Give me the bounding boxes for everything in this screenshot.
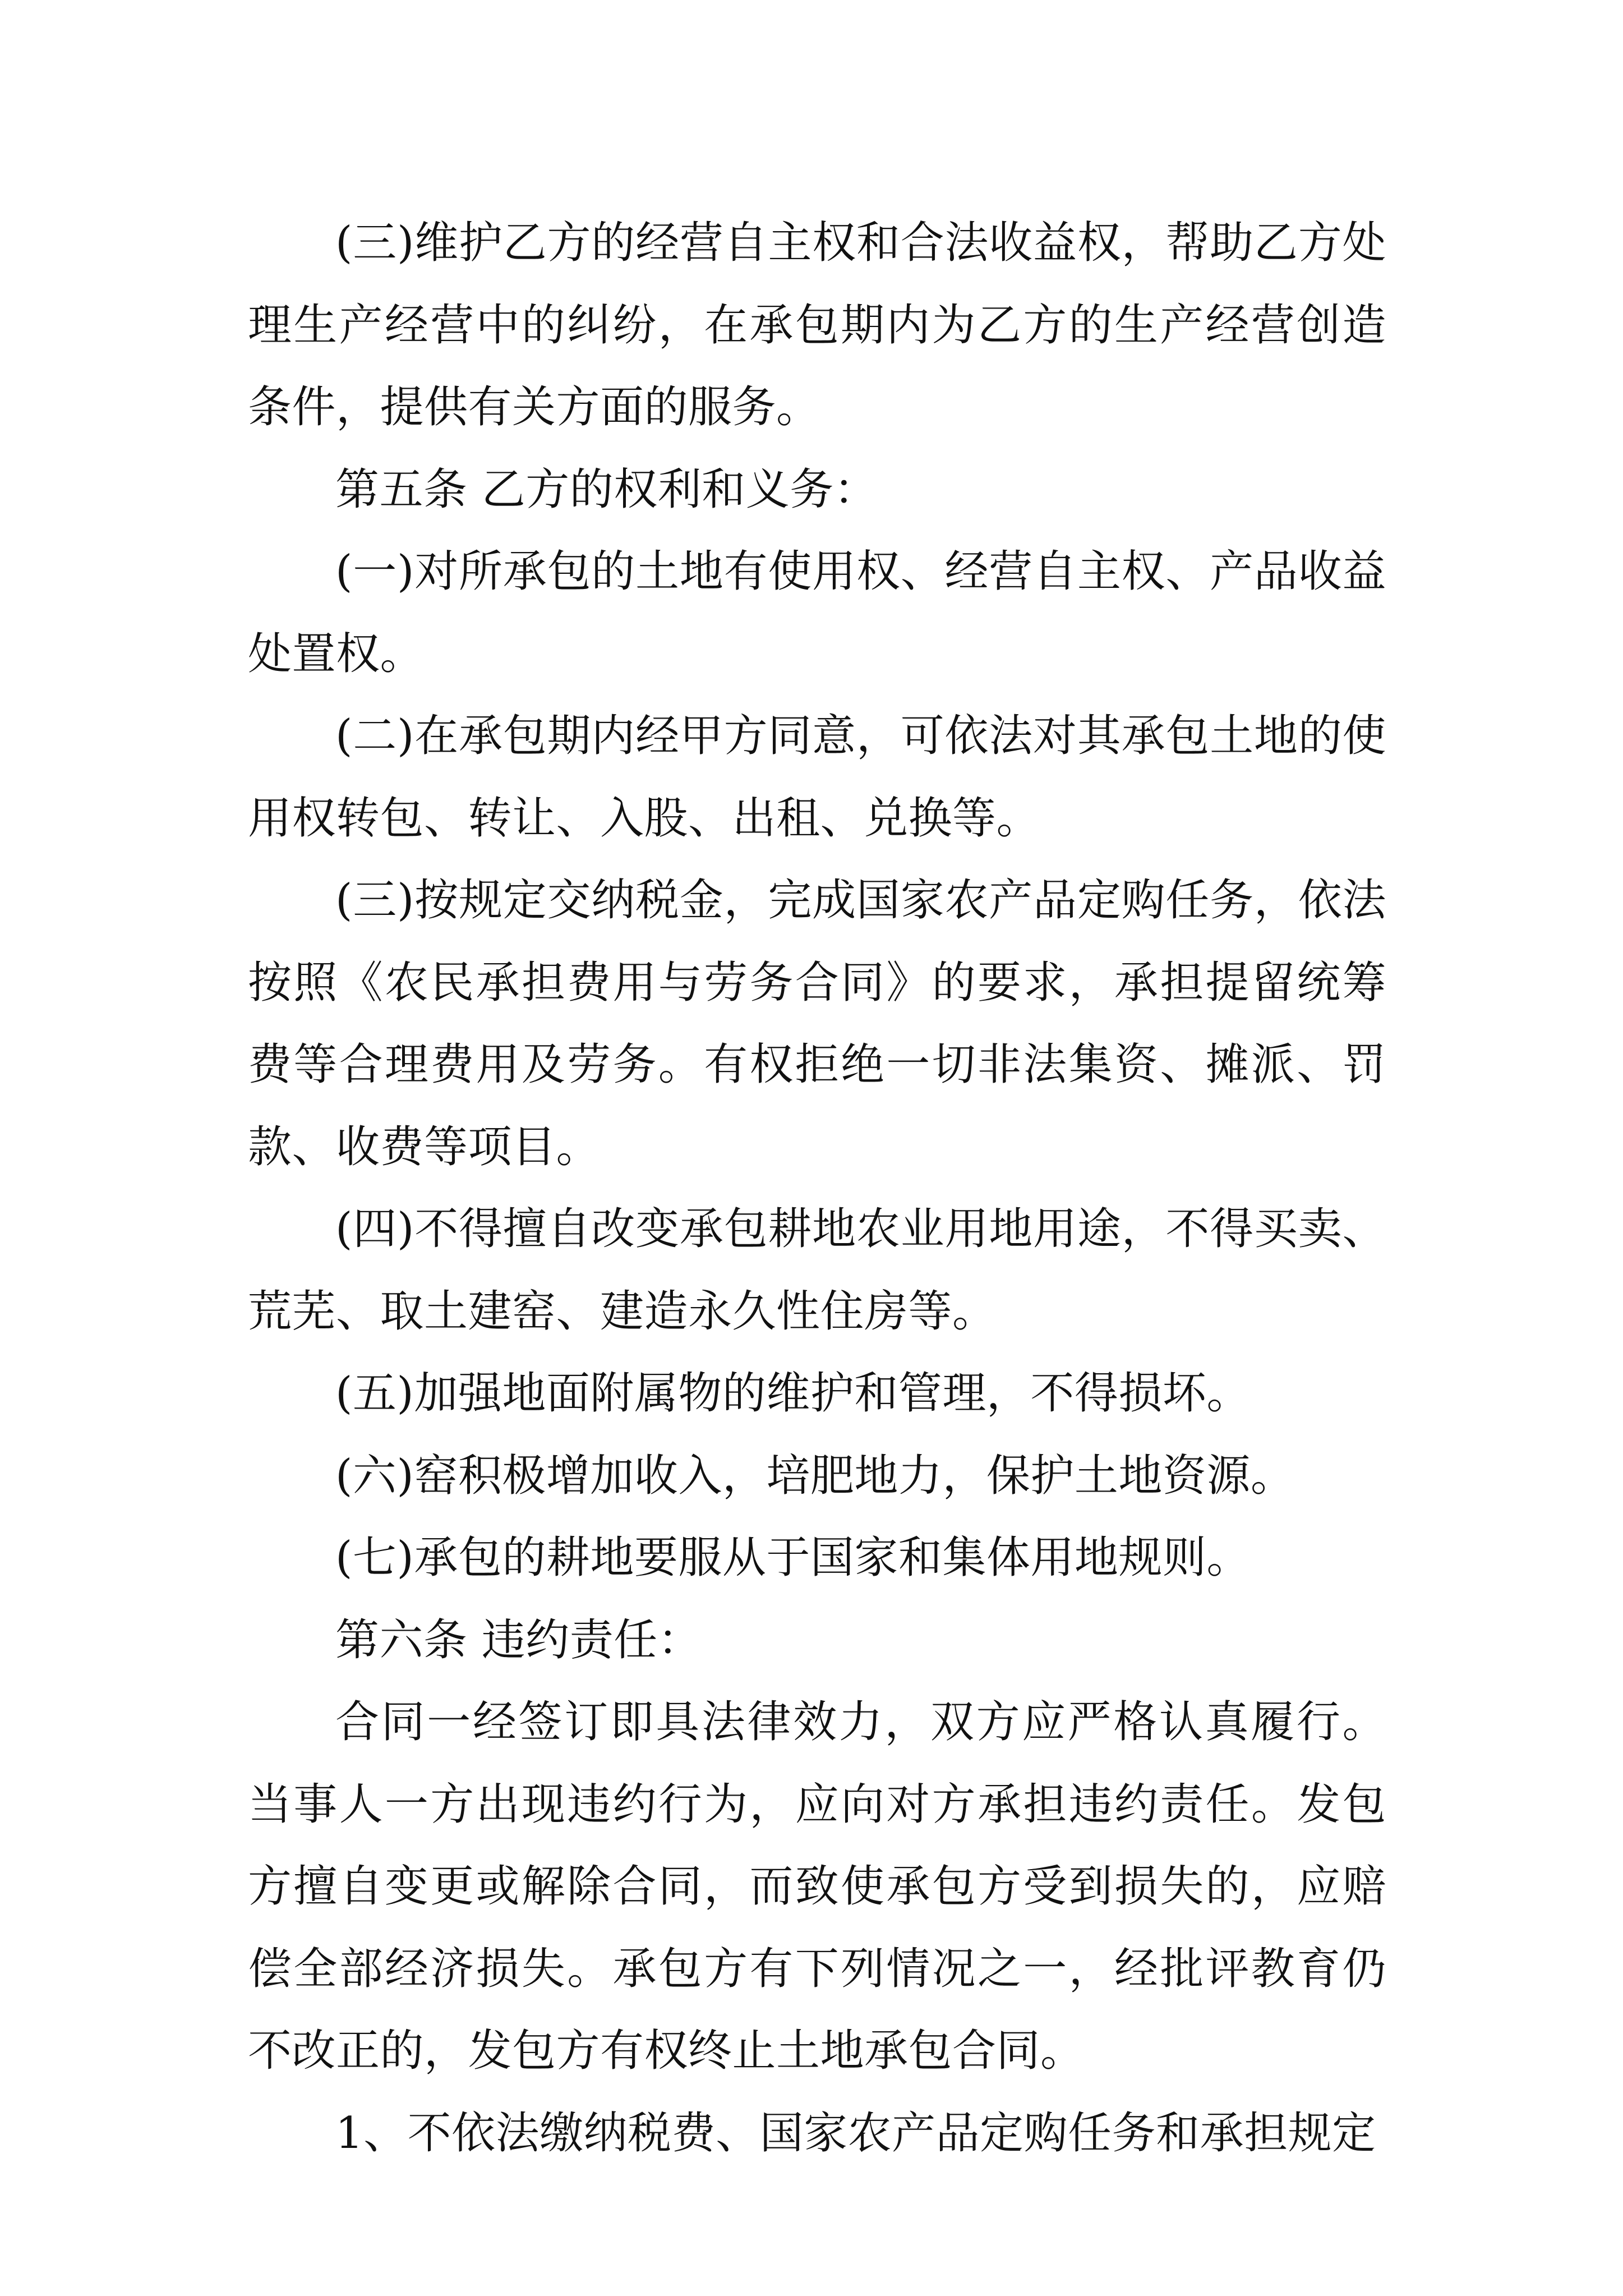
heading-article-6: 第六条 违约责任： (335, 1614, 702, 1665)
paragraph-liability: 合同一经签订即具法律效力，双方应严格认真履行。当事人一方出现违约行为，应向对方承担违约责任。发包方擅自变更或解除合同，而致使承包方受到损失的，应赔偿全部经济损失。承包方有下列情况之一，经批评教育仍不改正的，发包方有权终止土地承包合同。 (248, 1697, 1386, 2076)
paragraph-clause-5-5: (五)加强地面附属物的维护和管理，不得损坏。 (335, 1368, 1251, 1419)
document-body (248, 202, 1386, 2174)
paragraph-clause-5-1: (一)对所承包的土地有使用权、经营自主权、产品收益处置权。 (248, 546, 1386, 679)
paragraph-clause-5-6: (六)窑积极增加收入，培肥地力，保护土地资源。 (335, 1450, 1295, 1501)
heading-article-5: 第五条 乙方的权利和义务： (335, 464, 878, 515)
paragraph-clause-5-4: (四)不得擅自改变承包耕地农业用地用途，不得买卖、荒芜、取土建窑、建造永久性住房等。 (248, 1204, 1386, 1337)
paragraph-clause-4-3: (三)维护乙方的经营自主权和合法收益权，帮助乙方处理生产经营中的纠纷，在承包期内为乙方的生产经营创造条件，提供有关方面的服务。 (248, 218, 1386, 432)
paragraph-clause-5-2: (二)在承包期内经甲方同意，可依法对其承包土地的使用权转包、转让、入股、出租、兑换等。 (248, 711, 1386, 844)
paragraph-item-1: 1、不依法缴纳税费、国家农产品定购任务和承担规定 (335, 2108, 1376, 2159)
paragraph-clause-5-3: (三)按规定交纳税金，完成国家农产品定购任务，依法按照《农民承担费用与劳务合同》的要求，承担提留统筹费等合理费用及劳务。有权拒绝一切非法集资、摊派、罚款、收费等项目。 (248, 875, 1386, 1172)
paragraph-clause-5-7: (七)承包的耕地要服从于国家和集体用地规则。 (335, 1533, 1251, 1583)
